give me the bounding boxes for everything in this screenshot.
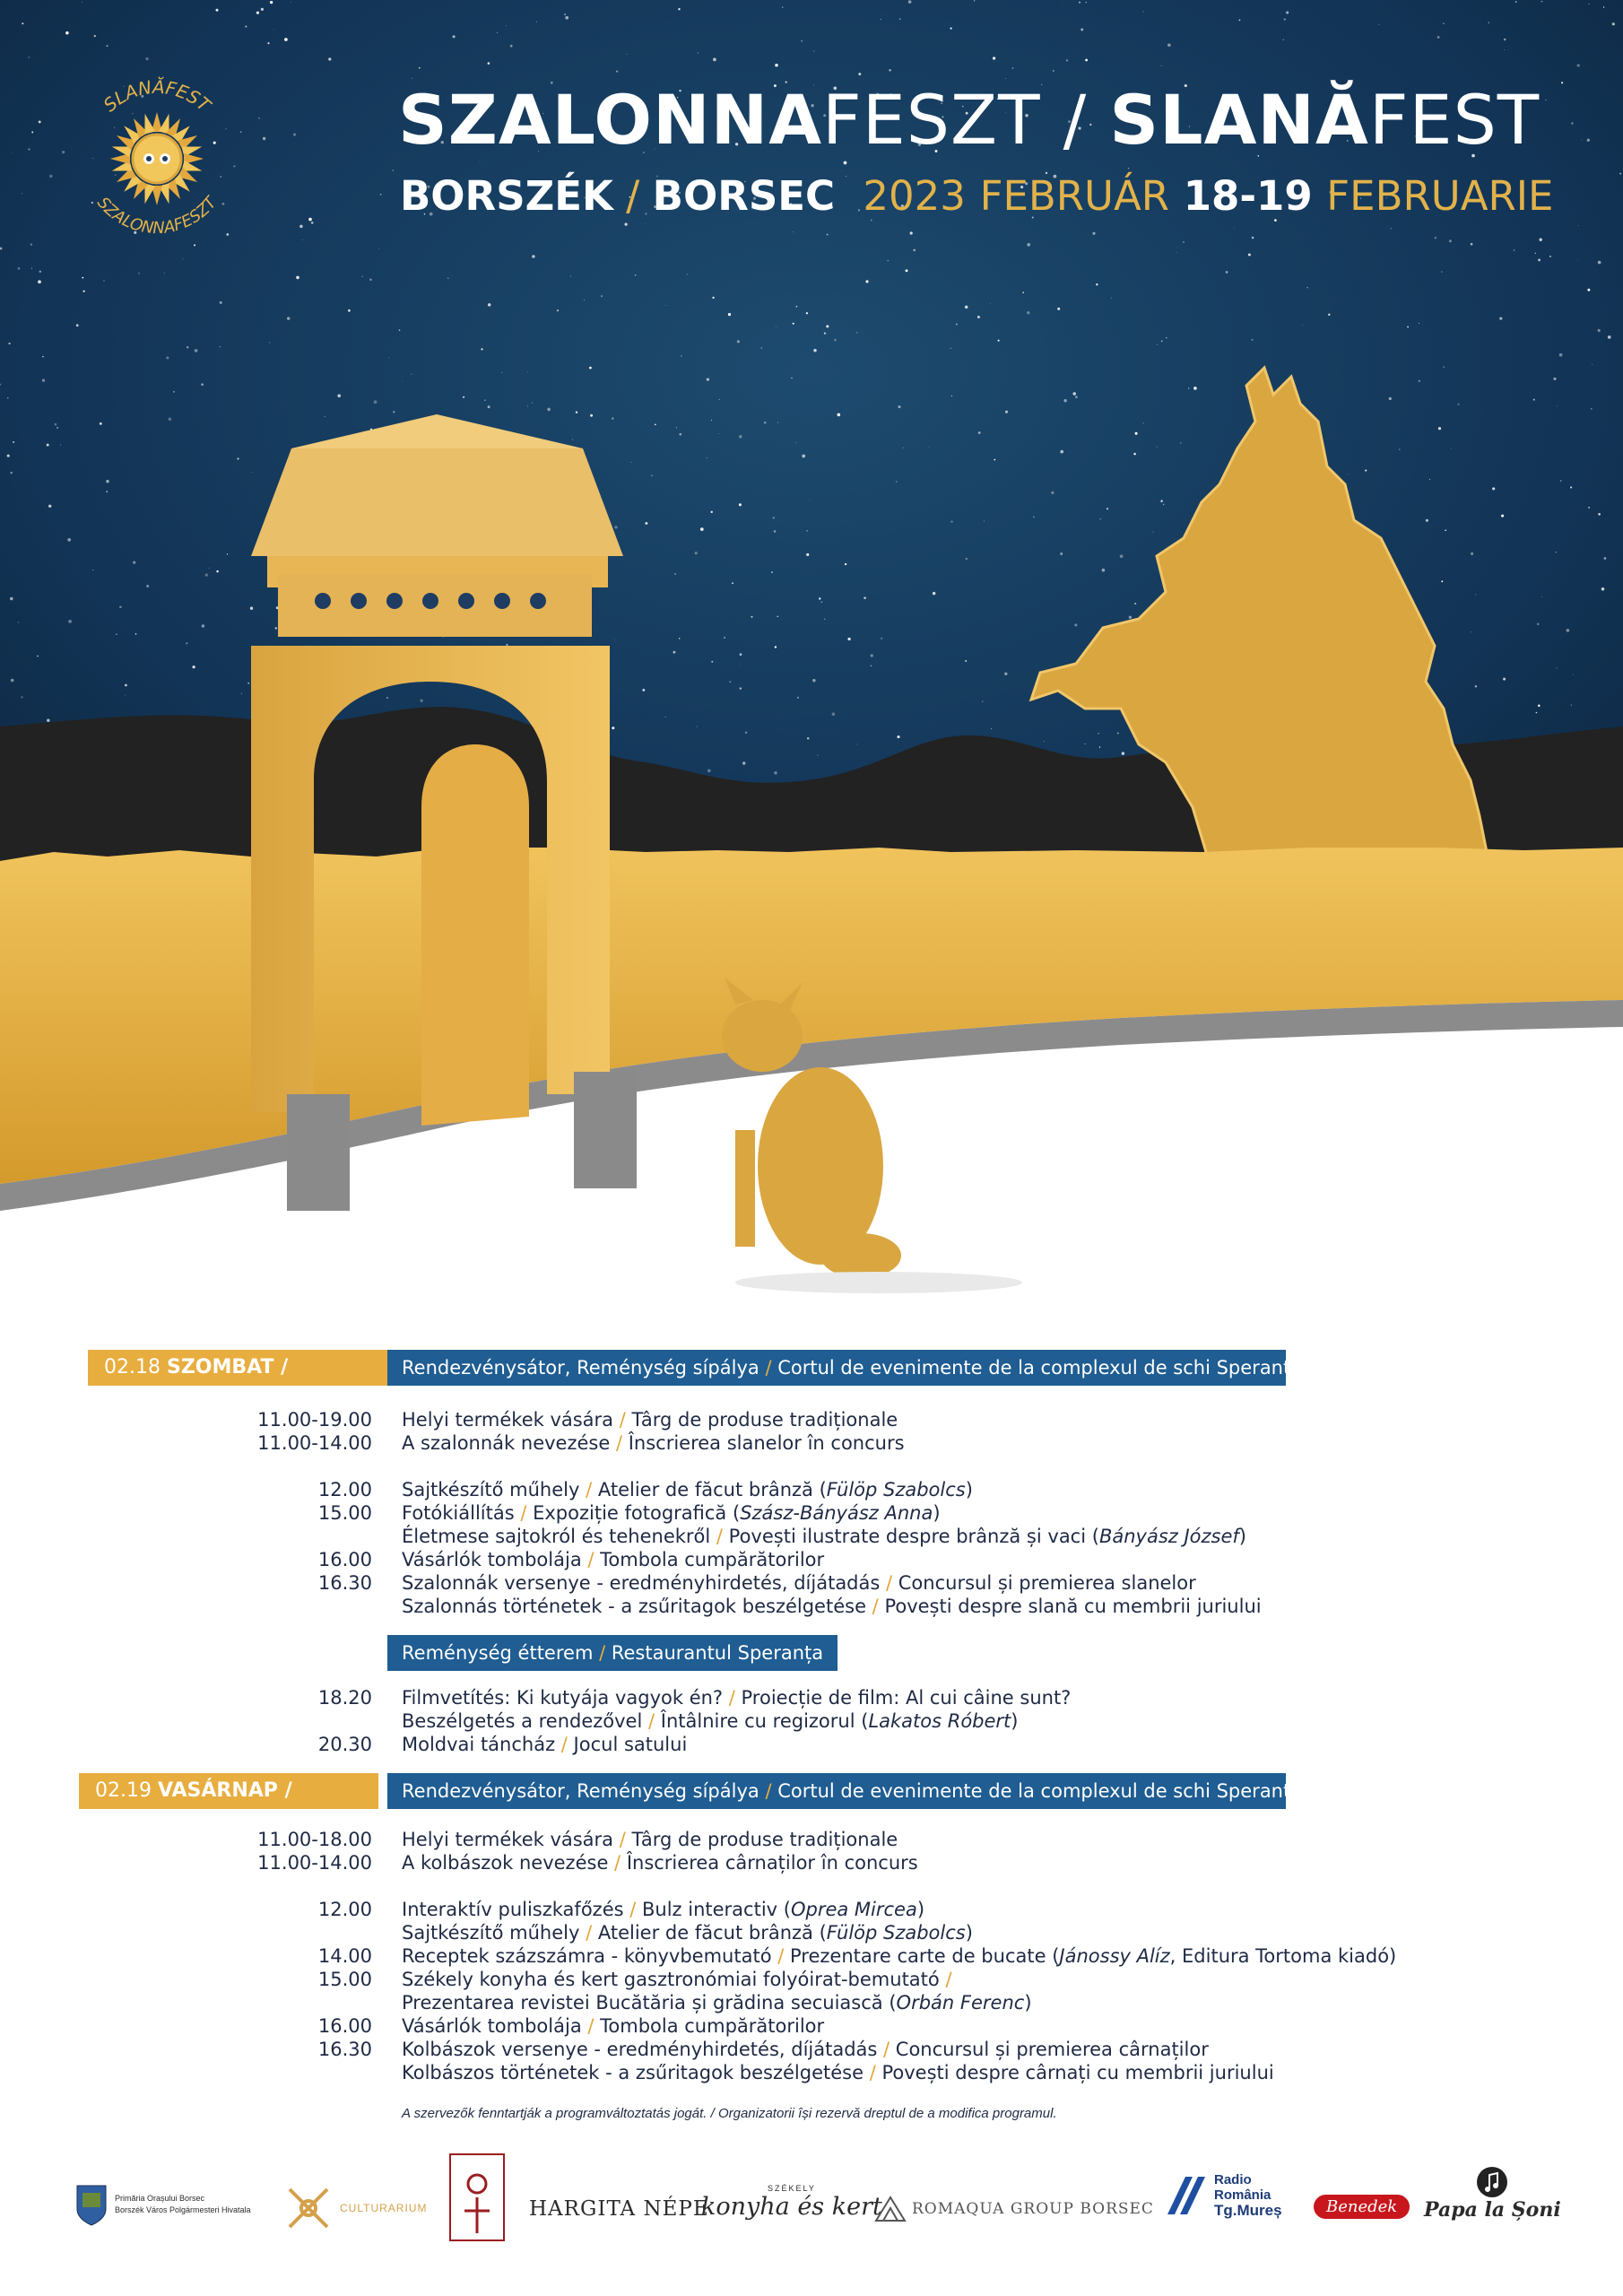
- event-separator: /: [608, 1852, 627, 1874]
- event-ro: Povești despre cârnați cu membrii juriului: [881, 2062, 1274, 2083]
- event-time: 11.00-19.00: [257, 1409, 372, 1431]
- event-ro: Înscrierea cârnaților în concurs: [626, 1852, 918, 1874]
- venue-separator: /: [759, 1357, 778, 1378]
- event-ro: Atelier de făcut brânză: [597, 1922, 813, 1944]
- title-part2: FESZT: [822, 80, 1041, 160]
- event-description: [402, 2061, 1274, 2084]
- venue-ro: Restaurantul Speranța: [611, 1642, 824, 1664]
- event-description: Életmese sajtokról és tehenekről / Povești ilustrate despre brânză și vaci (Bányász József): [402, 1526, 1246, 1547]
- day-date: 02.18: [104, 1356, 161, 1378]
- event-description: [402, 1548, 824, 1571]
- sponsor-borsec-town-hall: [75, 2182, 251, 2227]
- event-hu: Kolbászos történetek - a zsűritagok beszélgetése: [402, 2062, 864, 2083]
- sponsor-hargita-nepe: HARGITA NÉPE: [529, 2197, 709, 2221]
- festival-days: 18-19: [1183, 172, 1313, 220]
- program-line: [0, 1944, 1623, 1968]
- event-ro: Târg de produse tradiționale: [631, 1409, 898, 1431]
- event-ro: Prezentare carte de bucate: [790, 1945, 1046, 1967]
- program-line: [0, 1686, 1623, 1709]
- disclaimer-note: A szervezők fenntartják a programváltoztatás jogát. / Organizatorii își rezervă dreptul de a modifica programul.: [402, 2106, 1057, 2121]
- program-line: [0, 1408, 1623, 1431]
- sponsor-line: konyha és kert: [701, 2193, 882, 2221]
- event-ro: Jocul satului: [573, 1734, 688, 1755]
- event-ro: Înscrierea slanelor în concurs: [628, 1432, 905, 1454]
- event-separator: /: [610, 1432, 629, 1454]
- sponsor-line: România: [1214, 2187, 1271, 2203]
- event-description: Beszélgetés a rendezővel / Întâlnire cu regizorul (Lakatos Róbert): [402, 1710, 1019, 1732]
- sponsor-logos: [0, 2148, 1623, 2274]
- event-description: [402, 2014, 824, 2038]
- venue-hu: Rendezvénysátor, Reménység sípálya: [402, 1357, 759, 1378]
- event-description: [402, 1571, 1196, 1595]
- day-name-ro: SÂMBĂTĂ: [104, 1392, 211, 1414]
- event-separator: /: [555, 1734, 574, 1755]
- event-time: 18.20: [317, 1687, 372, 1709]
- program-line: [0, 1968, 1623, 1991]
- event-time: 11.00-18.00: [257, 1829, 372, 1850]
- event-ro: Povești despre slană cu membrii juriului: [884, 1596, 1262, 1617]
- event-separator: /: [877, 2039, 896, 2060]
- event-hu: Szalonnák versenye - eredményhirdetés, díjátadás: [402, 1572, 881, 1594]
- event-separator: /: [581, 2015, 601, 2037]
- event-hu: Székely konyha és kert gasztronómiai folyóirat-bemutató: [402, 1969, 940, 1990]
- event-description: [402, 1686, 1071, 1709]
- event-description: Fotókiállítás / Expoziție fotografică (Szász-Bányász Anna): [402, 1502, 941, 1524]
- event-time: 11.00-14.00: [257, 1852, 372, 1874]
- sponsor-line: Tg.Mureș: [1214, 2202, 1282, 2219]
- event-hu: Helyi termékek vására: [402, 1829, 614, 1850]
- event-ro: Tombola cumpărătorilor: [600, 2015, 825, 2037]
- day-tag: [88, 1350, 387, 1414]
- venue-hu: Reménység étterem: [402, 1642, 594, 1664]
- event-separator: /: [613, 1829, 632, 1850]
- event-ro: Întâlnire cu regizorul: [660, 1710, 855, 1732]
- event-hu: Életmese sajtokról és tehenekről: [402, 1526, 711, 1547]
- sponsor-romaqua: [874, 2196, 1154, 2222]
- event-time: 16.00: [317, 1549, 372, 1570]
- day-name-hu: SZOMBAT: [166, 1356, 274, 1378]
- event-ro: Expoziție fotografică: [533, 1502, 727, 1524]
- venue-ro: Cortul de evenimente de la complexul de schi Speranța: [777, 1357, 1303, 1378]
- venue-hu: Rendezvénysátor, Reménység sípálya: [402, 1780, 759, 1802]
- festival-logo: [72, 74, 242, 244]
- event-person: Bányász József: [1098, 1526, 1239, 1547]
- festival-title: [398, 80, 1541, 160]
- venue-bar: [387, 1773, 1303, 1809]
- event-ro: Atelier de făcut brânză: [597, 1479, 813, 1500]
- svg-text:SLANĂFEST: [100, 76, 216, 117]
- festival-subtitle: [400, 172, 1554, 220]
- event-hu: A kolbászok nevezése: [402, 1852, 609, 1874]
- venue-ro: Cortul de evenimente de la complexul de schi Speranța: [777, 1780, 1303, 1802]
- event-description: [402, 1733, 687, 1756]
- event-separator: /: [579, 1922, 598, 1944]
- event-hu: Moldvai táncház: [402, 1734, 556, 1755]
- logo-text-bottom: SZALONNAFESZT: [93, 193, 221, 239]
- event-person: Fülöp Szabolcs: [826, 1922, 966, 1944]
- event-ro: Proiecție de film: Al cui câine sunt?: [741, 1687, 1072, 1709]
- event-separator: /: [514, 1502, 534, 1524]
- szekely-gate: [251, 414, 637, 1211]
- event-hu: Vásárlók tombolája: [402, 1549, 582, 1570]
- event-ro: Târg de produse tradiționale: [631, 1829, 898, 1850]
- day-tag: [79, 1773, 378, 1838]
- event-description: [402, 1595, 1262, 1618]
- event-time: 20.30: [317, 1734, 372, 1755]
- sponsor-line: Primăria Orașului Borsec: [115, 2194, 205, 2203]
- place-separator: /: [612, 172, 653, 220]
- year: 2023: [863, 172, 966, 220]
- event-hu: Sajtkészítő műhely: [402, 1922, 580, 1944]
- event-description: Prezentarea revistei Bucătăria și grădina secuiască (Orbán Ferenc): [402, 1992, 1032, 2013]
- program-line: [0, 2014, 1623, 2038]
- event-hu: Sajtkészítő műhely: [402, 1479, 580, 1500]
- event-description: [402, 1408, 898, 1431]
- program-line: [0, 1501, 1623, 1525]
- program-line: [0, 1733, 1623, 1756]
- place-ro: BORSEC: [652, 172, 836, 220]
- venue-separator: /: [593, 1642, 612, 1664]
- event-ro: Prezentarea revistei Bucătăria și grădina secuiască: [402, 1992, 883, 2013]
- coat-of-arms-icon: [75, 2182, 108, 2227]
- title-part4: FEST: [1368, 80, 1541, 160]
- radio-romania-icon: [1164, 2173, 1209, 2218]
- event-separator: /: [864, 2062, 882, 2083]
- event-hu: Vásárlók tombolája: [402, 2015, 582, 2037]
- event-person: Orbán Ferenc: [896, 1992, 1025, 2013]
- month-hu: FEBRUÁR: [979, 172, 1170, 220]
- place-hu: BORSZÉK: [400, 172, 613, 220]
- program-line: [0, 1991, 1623, 2014]
- event-separator: /: [623, 1899, 642, 1920]
- event-description: [402, 1431, 905, 1455]
- event-separator: /: [771, 1945, 790, 1967]
- event-ro: Concursul și premierea slanelor: [898, 1572, 1196, 1594]
- event-person: Oprea Mircea: [790, 1899, 917, 1920]
- sponsor-line: Radio: [1214, 2172, 1252, 2187]
- program-line: [0, 1709, 1623, 1733]
- day-date: 02.19: [95, 1779, 152, 1802]
- event-ro: Povești ilustrate despre brânză și vaci: [728, 1526, 1087, 1547]
- music-note-icon: [1476, 2166, 1508, 2198]
- day-name-ro: DUMINICĂ: [95, 1815, 208, 1838]
- ornament-icon: [448, 2152, 506, 2242]
- event-hu: Szalonnás történetek - a zsűritagok beszélgetése: [402, 1596, 866, 1617]
- event-ro: Concursul și premierea cârnaților: [895, 2039, 1209, 2060]
- event-person: Fülöp Szabolcs: [826, 1479, 966, 1500]
- event-person: Szász-Bányász Anna: [740, 1502, 933, 1524]
- event-time: 16.00: [317, 2015, 372, 2037]
- event-description: Receptek százszámra - könyvbemutató / Prezentare carte de bucate (Jánossy Alíz, Editura Tortoma kiadó): [402, 1945, 1397, 1967]
- event-person: Lakatos Róbert: [868, 1710, 1011, 1732]
- event-time: 14.00: [317, 1945, 372, 1967]
- event-time: 16.30: [317, 1572, 372, 1594]
- event-separator: /: [579, 1479, 598, 1500]
- culturarium-icon: [282, 2182, 334, 2234]
- event-separator: /: [581, 1549, 601, 1570]
- sponsor-konyha-es-kert: [701, 2184, 882, 2221]
- event-hu: Fotókiállítás: [402, 1502, 515, 1524]
- event-description: [402, 2038, 1209, 2061]
- sponsor-cultural-institute: [448, 2152, 506, 2242]
- event-description: Sajtkészítő műhely / Atelier de făcut brânză (Fülöp Szabolcs): [402, 1479, 973, 1500]
- event-hu: Interaktív puliszkafőzés: [402, 1899, 624, 1920]
- event-hu: Helyi termékek vására: [402, 1409, 614, 1431]
- program-line: [0, 1478, 1623, 1501]
- event-separator: /: [723, 1687, 742, 1709]
- event-separator: /: [880, 1572, 898, 1594]
- event-separator: /: [642, 1710, 661, 1732]
- event-time: 12.00: [317, 1899, 372, 1920]
- event-hu: Beszélgetés a rendezővel: [402, 1710, 643, 1732]
- program-line: [0, 1851, 1623, 1874]
- event-hu: A szalonnák nevezése: [402, 1432, 611, 1454]
- sponsor-line: SZÉKELY: [767, 2184, 816, 2193]
- event-hu: Receptek százszámra - könyvbemutató: [402, 1945, 772, 1967]
- event-time: 16.30: [317, 2039, 372, 2060]
- event-time: 11.00-14.00: [257, 1432, 372, 1454]
- sponsor-benedek: Benedek: [1314, 2195, 1410, 2219]
- logo-text-top: SLANĂFEST: [99, 75, 215, 117]
- event-ro: Bulz interactiv: [642, 1899, 778, 1920]
- title-part1: SZALONNA: [398, 80, 823, 160]
- title-part3: SLANĂ: [1109, 80, 1369, 160]
- day-separator: /: [277, 1779, 292, 1802]
- event-person-tail: , Editura Tortoma kiadó: [1169, 1945, 1390, 1967]
- program-line: [0, 1431, 1623, 1455]
- sponsor-label: CULTURARIUM: [340, 2202, 428, 2214]
- sponsor-culturarium: [282, 2182, 427, 2234]
- event-description: [402, 1968, 952, 1991]
- event-ro: Tombola cumpărătorilor: [600, 1549, 825, 1570]
- sponsor-label: Papa la Șoni: [1424, 2198, 1561, 2222]
- sponsor-radio-romania: [1164, 2172, 1282, 2218]
- event-time: 12.00: [317, 1479, 372, 1500]
- venue-bar: [387, 1350, 1303, 1386]
- event-time: 15.00: [317, 1969, 372, 1990]
- event-hu: Kolbászok versenye - eredményhirdetés, díjátadás: [402, 2039, 878, 2060]
- event-description: [402, 1828, 898, 1851]
- program-line: [0, 2038, 1623, 2061]
- event-separator: /: [866, 1596, 885, 1617]
- event-description: Sajtkészítő műhely / Atelier de făcut brânză (Fülöp Szabolcs): [402, 1922, 973, 1944]
- program-line: [0, 2061, 1623, 2084]
- event-time: 15.00: [317, 1502, 372, 1524]
- program-line: [0, 1595, 1623, 1618]
- program-line: [0, 1898, 1623, 1921]
- event-hu: Filmvetítés: Ki kutyája vagyok én?: [402, 1687, 724, 1709]
- sponsor-label: ROMAQUA GROUP BORSEC: [912, 2200, 1154, 2218]
- sponsor-papa-la-soni: [1424, 2166, 1561, 2222]
- venue-bar: [387, 1635, 838, 1671]
- event-description: [402, 1851, 918, 1874]
- program-line: [0, 1921, 1623, 1944]
- event-separator: /: [939, 1969, 952, 1990]
- day-name-hu: VASÁRNAP: [157, 1779, 278, 1802]
- title-separator: /: [1040, 80, 1110, 160]
- event-person: Jánossy Alíz: [1059, 1945, 1170, 1967]
- romaqua-icon: [874, 2196, 907, 2222]
- event-separator: /: [710, 1526, 729, 1547]
- sponsor-line: Borszék Város Polgármesteri Hivatala: [115, 2205, 251, 2214]
- venue-separator: /: [759, 1780, 778, 1802]
- program-line: [0, 1828, 1623, 1851]
- event-separator: /: [613, 1409, 632, 1431]
- day-separator: /: [273, 1356, 289, 1378]
- event-description: Interaktív puliszkafőzés / Bulz interactiv (Oprea Mircea): [402, 1899, 925, 1920]
- program-line: [0, 1571, 1623, 1595]
- program-line: [0, 1548, 1623, 1571]
- program-line: [0, 1525, 1623, 1548]
- month-ro: FEBRUARIE: [1326, 172, 1554, 220]
